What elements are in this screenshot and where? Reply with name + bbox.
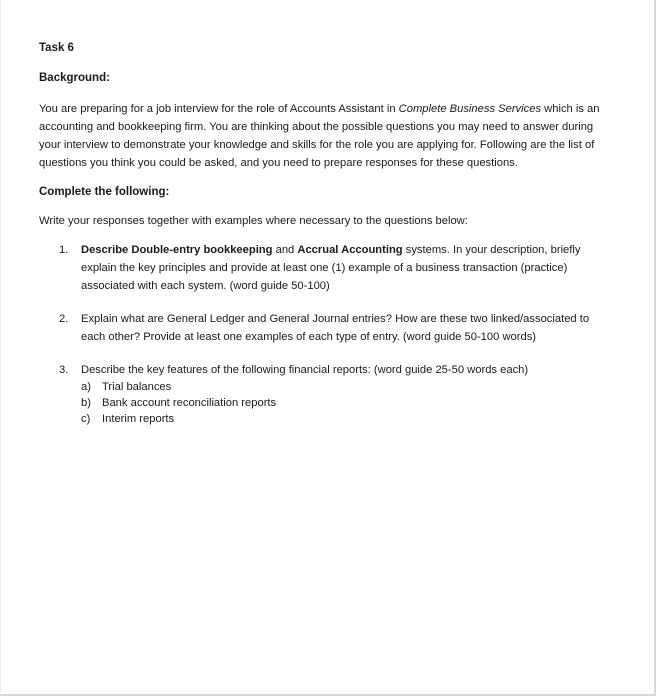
document-content [39, 39, 609, 442]
item-letter: c) [81, 413, 91, 425]
task-title: Task 6 [39, 42, 74, 54]
report-list [81, 379, 609, 427]
background-heading: Background: [39, 72, 110, 84]
question-2-text: Explain what are General Ledger and General Journal entries? How are these two linked/associated to each other? Provide at least one examples of each type of entry. (word guide 50-100 words) [81, 313, 590, 343]
intro-text-2: which is an accounting and bookkeeping firm. You are thinking about the possible questions you may need to answer during your interview to demonstrate your knowledge and skills for the role you are applying for. Following are the list of questions you think you could be asked, and you need to prepare responses for these questions. [39, 103, 600, 169]
question-3-text: Describe the key features of the following financial reports: (word guide 25-50 words each) [81, 364, 529, 376]
question-number: 3. [59, 364, 69, 376]
question-3 [39, 361, 609, 427]
question-list [39, 241, 609, 427]
question-1-term-2: Accrual Accounting [297, 244, 403, 256]
item-letter: a) [81, 381, 91, 393]
complete-heading: Complete the following: [39, 186, 170, 198]
item-text: Interim reports [102, 413, 175, 425]
question-number: 1. [59, 244, 69, 256]
intro-text-1: You are preparing for a job interview for the role of Accounts Assistant in [39, 103, 399, 115]
question-number: 2. [59, 313, 69, 325]
item-text: Bank account reconciliation reports [102, 397, 277, 409]
question-1-text: systems. In your description, briefly explain the key principles and provide at least one (1) example of a business transaction (practice) associated with each system. (word guide 50-100) [81, 244, 581, 292]
question-1-term-1: Describe Double-entry bookkeeping [81, 244, 273, 256]
question-2 [39, 310, 609, 346]
item-text: Trial balances [102, 381, 172, 393]
item-letter: b) [81, 397, 91, 409]
list-item [81, 395, 609, 411]
question-1 [39, 241, 609, 295]
background-paragraph [39, 100, 609, 172]
instruction-text: Write your responses together with examples where necessary to the questions below: [39, 215, 468, 227]
list-item [81, 411, 609, 427]
question-1-connector: and [272, 244, 298, 256]
company-name: Complete Business Services [398, 103, 542, 115]
list-item [81, 379, 609, 395]
